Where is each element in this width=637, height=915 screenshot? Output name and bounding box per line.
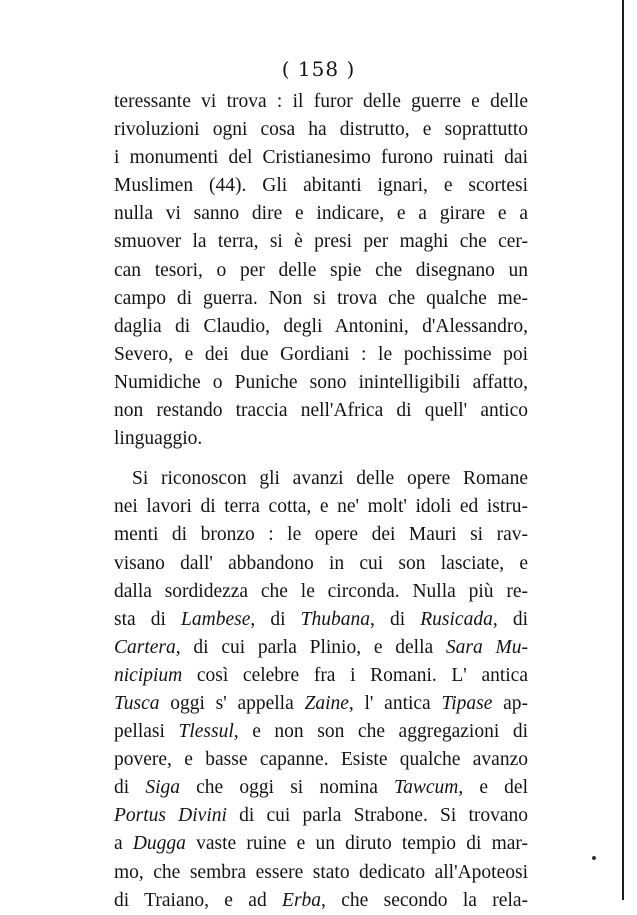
text-run: , e del: [458, 777, 528, 799]
text-run: che oggi si nomina: [180, 777, 395, 799]
text-run: , l' antica: [348, 692, 442, 714]
text-run: , di: [370, 608, 421, 630]
text-run: vaste ruine e un diruto tempio di mar-: [185, 833, 528, 855]
text-line: [114, 88, 528, 116]
text-line: [114, 200, 528, 228]
text-line: [114, 397, 528, 425]
italic-name: Tusca: [114, 692, 160, 714]
italic-name: Zaine: [304, 692, 349, 714]
text-run: , di: [250, 608, 301, 630]
text-run: di: [114, 777, 146, 799]
text-run: dalla sordidezza che le circonda. Nulla più re-: [114, 580, 528, 602]
text-run: Severo, e dei due Gordiani : le pochissime poi: [114, 343, 528, 365]
text-run: menti di bronzo : le opere dei Mauri si rav-: [114, 524, 528, 546]
text-run: Muslimen (44). Gli abitanti ignari, e scortesi: [114, 175, 528, 197]
text-run: di cui parla Strabone. Si trovano: [226, 805, 529, 827]
text-run: visano dall' abbandono in cui son lasciate, e: [114, 552, 528, 574]
text-line: [114, 634, 528, 662]
text-run: linguaggio.: [114, 428, 203, 450]
italic-name: Siga: [145, 777, 180, 799]
text-line: [114, 313, 528, 341]
text-line: [114, 718, 528, 746]
text-run: non restando traccia nell'Africa di quell' antico: [114, 400, 528, 422]
text-run: teressante vi trova : il furor delle guerre e delle: [114, 91, 528, 112]
text-run: daglia di Claudio, degli Antonini, d'Alessandro,: [114, 315, 528, 337]
text-line: [114, 550, 528, 578]
italic-name: Erba: [282, 889, 322, 911]
text-line: [114, 521, 528, 549]
text-line: [114, 465, 528, 493]
italic-name: Dugga: [132, 833, 186, 855]
text-run: ap-: [492, 692, 528, 714]
text-line: [114, 341, 528, 369]
italic-name: Tlessul: [178, 721, 234, 743]
text-run: Numidiche o Puniche sono inintelligibili affatto,: [114, 371, 528, 393]
text-line: [114, 746, 528, 774]
text-run: così celebre fra i Romani. L' antica: [182, 664, 528, 686]
text-run: pellasi: [114, 721, 179, 743]
text-line: [114, 425, 528, 453]
italic-name: nicipium: [114, 664, 183, 686]
text-run: nei lavori di terra cotta, e ne' molt' idoli ed istru-: [114, 496, 528, 518]
text-run: a: [114, 833, 133, 855]
text-run: , di: [492, 608, 528, 630]
text-line: [114, 690, 528, 718]
text-line: [114, 662, 528, 690]
text-line: [114, 257, 528, 285]
italic-name: Thubana: [300, 608, 370, 630]
page-number: ( 158 ): [281, 57, 356, 81]
page-edge: [622, 0, 624, 900]
text-line: [114, 144, 528, 172]
text-run: i monumenti del Cristianesimo furono ruinati dai: [114, 147, 528, 169]
text-line: [114, 774, 528, 802]
text-run: , che secondo la rela-: [321, 889, 529, 911]
italic-name: Cartera: [114, 636, 176, 658]
text-line: [114, 228, 528, 256]
text-line: [114, 830, 528, 858]
italic-name: Lambese: [181, 608, 251, 630]
text-run: povere, e basse capanne. Esiste qualche avanzo: [114, 749, 528, 771]
text-run: rivoluzioni ogni cosa ha distrutto, e soprattutto: [114, 119, 528, 141]
text-line: [114, 116, 528, 144]
text-line: [114, 172, 528, 200]
text-line: [114, 606, 528, 634]
text-run: , di cui parla Plinio, e della: [175, 636, 446, 658]
text-run: smuover la terra, si è presi per maghi che cer-: [114, 231, 528, 253]
text-run: campo di guerra. Non si trova che qualche me-: [114, 287, 528, 309]
text-run: , e non son che aggregazioni di: [233, 721, 529, 743]
italic-name: Tawcum: [394, 777, 459, 799]
paragraph-gap: [114, 453, 528, 465]
text-run: nulla vi sanno dire e indicare, e a girare e a: [114, 203, 528, 225]
text-run: oggi s' appella: [159, 692, 305, 714]
text-line: [114, 887, 528, 915]
text-run: can tesori, o per delle spie che disegnano un: [114, 259, 528, 281]
body-text: [114, 88, 528, 915]
ink-speck: [592, 856, 596, 860]
text-run: mo, che sembra essere stato dedicato all'Apoteosi: [114, 861, 528, 883]
text-run: di Traiano, e ad: [114, 889, 283, 911]
text-line: [114, 802, 528, 830]
italic-name: Portus Divini: [114, 805, 227, 827]
text-line: [114, 859, 528, 887]
italic-name: Sara Mu-: [445, 636, 528, 658]
text-line: [114, 369, 528, 397]
text-line: [114, 578, 528, 606]
text-run: sta di: [114, 608, 182, 630]
italic-name: Rusicada: [420, 608, 493, 630]
text-line: [114, 493, 528, 521]
italic-name: Tipase: [441, 692, 493, 714]
text-run: Si riconoscon gli avanzi delle opere Romane: [132, 468, 528, 490]
text-line: [114, 285, 528, 313]
